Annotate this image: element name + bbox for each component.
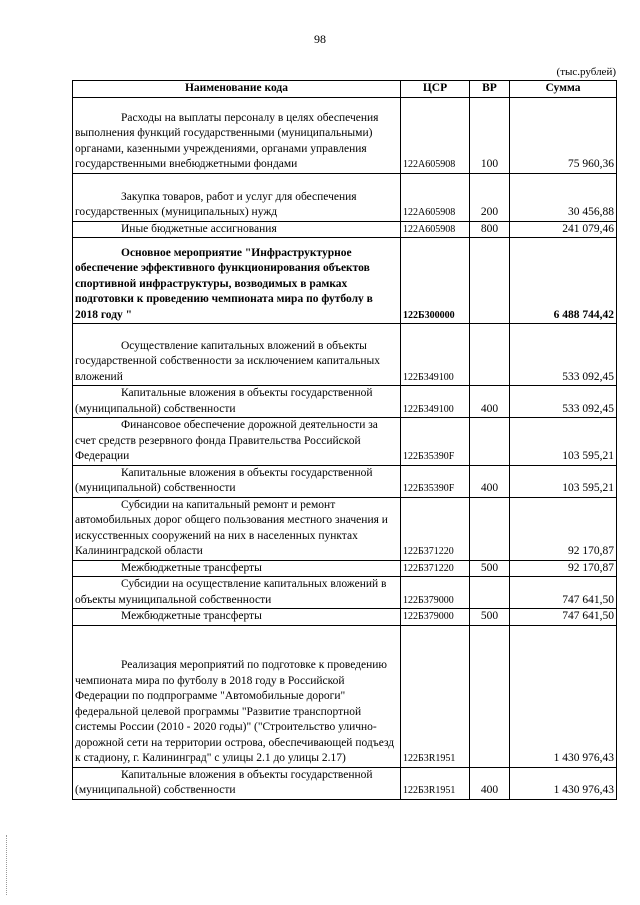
row-csr-cell: 122Б379000 [401,577,470,609]
row-csr-cell: 122А605908 [401,221,470,238]
row-name-text: Субсидии на осуществление капитальных вложений в объекты муниципальной собственности [75,578,387,606]
row-name-text: Расходы на выплаты персоналу в целях обеспечения выполнения функций государственными (муниципальными) органами, казенными учреждениями, органами управления государственными внебюджетными фондами [75,111,379,170]
table-header-row [73,81,617,98]
row-csr-cell: 122А605908 [401,97,470,173]
table-row [73,173,617,221]
row-sum-cell: 241 079,46 [510,221,617,238]
table-row [73,386,617,418]
table-row [73,625,617,767]
row-vr-cell: 400 [470,386,510,418]
row-sum-cell: 103 595,21 [510,418,617,466]
row-csr-cell: 122Б379000 [401,609,470,626]
row-vr-cell: 800 [470,221,510,238]
row-vr-cell [470,625,510,767]
row-name-cell [73,221,401,238]
row-sum-cell: 92 170,87 [510,560,617,577]
row-csr-cell: 122Б35390F [401,418,470,466]
row-name-cell [73,577,401,609]
row-vr-cell [470,497,510,560]
table-row [73,497,617,560]
row-vr-cell: 400 [470,767,510,799]
row-name-cell [73,386,401,418]
table-row [73,767,617,799]
header-name: Наименование кода [73,81,401,98]
table-row [73,577,617,609]
row-name-cell [73,560,401,577]
row-vr-cell: 500 [470,609,510,626]
budget-table [72,80,617,800]
row-name-text: Субсидии на капитальный ремонт и ремонт автомобильных дорог общего пользования местного значения и искусственных сооружений на них в населенных пунктах Калининградской области [75,498,388,557]
table-body [73,97,617,799]
row-name-text: Иные бюджетные ассигнования [121,222,277,235]
row-sum-cell: 747 641,50 [510,609,617,626]
row-name-text: Капитальные вложения в объекты государственной (муниципальной) собственности [75,768,373,796]
row-sum-cell: 6 488 744,42 [510,238,617,324]
table-row [73,418,617,466]
row-vr-cell [470,418,510,466]
table-row [73,609,617,626]
table-row [73,324,617,386]
row-vr-cell [470,324,510,386]
row-name-cell [73,767,401,799]
row-csr-cell: 122Б3R1951 [401,625,470,767]
row-name-text: Основное мероприятие "Инфраструктурное обеспечение эффективного функционирования объектов спортивной инфраструктуры, возводимых в рамках подготовки к проведению чемпионата мира по футболу в 2018 году " [75,246,373,321]
row-csr-cell: 122Б300000 [401,238,470,324]
header-csr: ЦСР [401,81,470,98]
row-name-cell [73,238,401,324]
row-csr-cell: 122Б371220 [401,560,470,577]
row-name-text: Капитальные вложения в объекты государственной (муниципальной) собственности [75,387,373,415]
row-name-cell [73,497,401,560]
row-name-text: Капитальные вложения в объекты государственной (муниципальной) собственности [75,466,373,494]
header-sum: Сумма [510,81,617,98]
row-csr-cell: 122Б349100 [401,386,470,418]
row-name-cell [73,609,401,626]
row-name-cell [73,173,401,221]
row-csr-cell: 122Б35390F [401,465,470,497]
row-name-text: Осуществление капитальных вложений в объекты государственной собственности за исключением капитальных вложений [75,339,381,383]
row-csr-cell: 122Б3R1951 [401,767,470,799]
row-sum-cell: 30 456,88 [510,173,617,221]
row-csr-cell: 122Б349100 [401,324,470,386]
table-row [73,221,617,238]
row-name-text: Межбюджетные трансферты [121,561,262,574]
row-sum-cell: 92 170,87 [510,497,617,560]
table-row [73,560,617,577]
row-sum-cell: 533 092,45 [510,324,617,386]
units-label: (тыс.рублей) [556,66,616,78]
row-vr-cell: 500 [470,560,510,577]
row-sum-cell: 747 641,50 [510,577,617,609]
table-row [73,465,617,497]
page-number: 98 [314,32,326,46]
row-vr-cell: 200 [470,173,510,221]
row-vr-cell: 400 [470,465,510,497]
row-vr-cell [470,577,510,609]
row-name-cell [73,625,401,767]
row-name-text: Реализация мероприятий по подготовке к проведению чемпионата мира по футболу в 2018 году в Российской Федерации по подпрограмме "Автомобильные дороги" федеральной целевой программы "Развитие транспортной системы России (2010 - 2020 годы)" ("Строительство улично-дорожной сети на территории острова, обеспечивающей подъезд к стадиону, г. Калининград" с улицы 2.1 до улицы 2.17) [75,659,395,764]
row-name-text: Межбюджетные трансферты [121,610,262,622]
margin-marks [6,835,9,895]
row-sum-cell: 103 595,21 [510,465,617,497]
row-name-cell [73,97,401,173]
row-name-text: Закупка товаров, работ и услуг для обеспечения государственных (муниципальных) нужд [75,190,357,218]
row-vr-cell [470,238,510,324]
table-row [73,238,617,324]
row-sum-cell: 533 092,45 [510,386,617,418]
row-sum-cell: 75 960,36 [510,97,617,173]
row-name-cell [73,324,401,386]
row-name-cell [73,465,401,497]
table-row [73,97,617,173]
row-csr-cell: 122А605908 [401,173,470,221]
row-name-text: Финансовое обеспечение дорожной деятельности за счет средств резервного фонда Правительства Российской Федерации [75,419,378,462]
row-name-cell [73,418,401,466]
header-vr: ВР [470,81,510,98]
row-sum-cell: 1 430 976,43 [510,625,617,767]
row-csr-cell: 122Б371220 [401,497,470,560]
row-sum-cell: 1 430 976,43 [510,767,617,799]
row-vr-cell: 100 [470,97,510,173]
